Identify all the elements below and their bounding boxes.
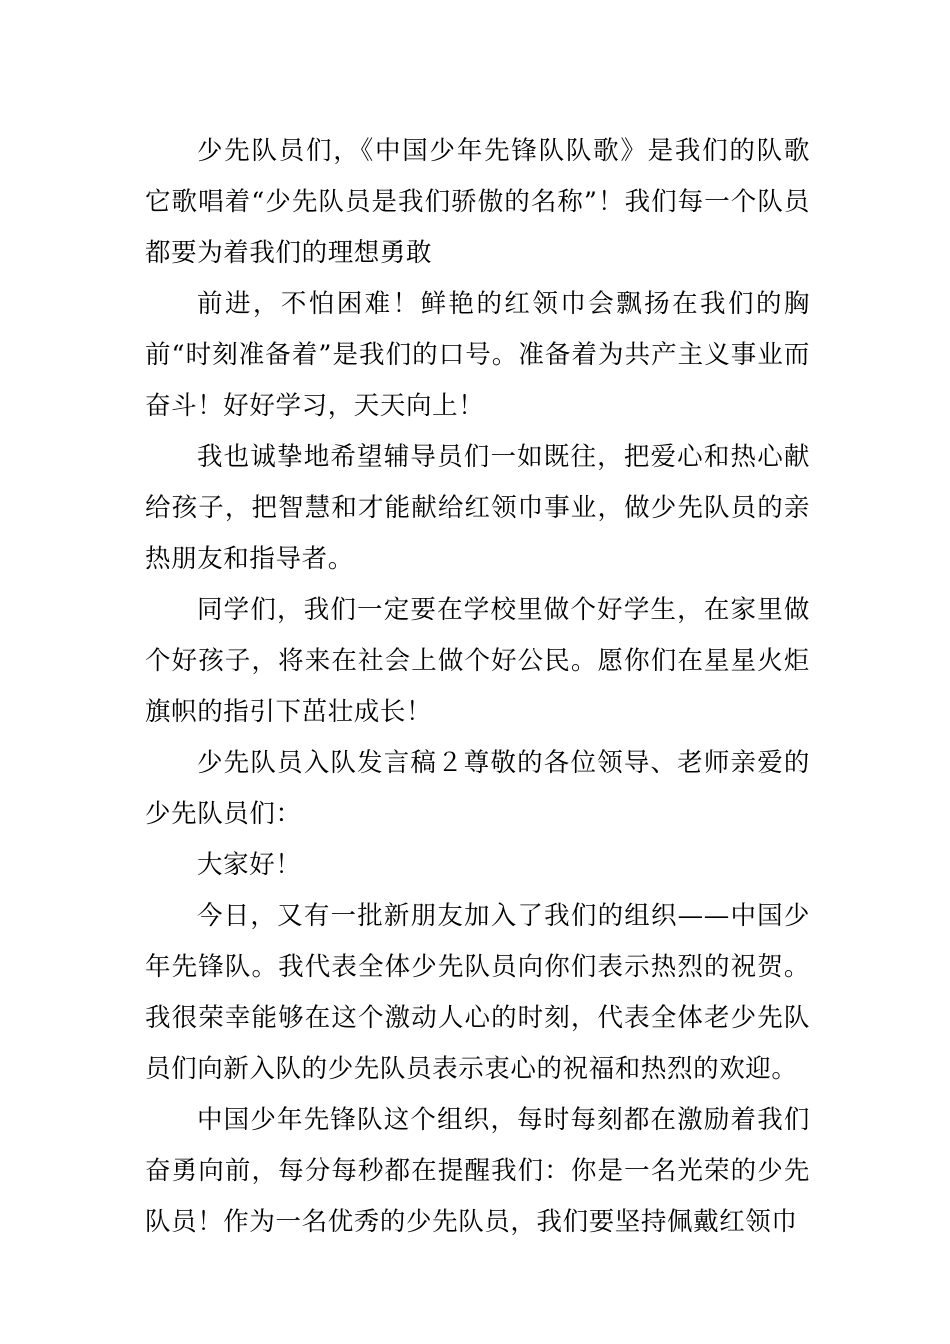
paragraph-2: 前进，不怕困难！鲜艳的红领巾会飘扬在我们的胸前“时刻准备着”是我们的口号。准备着为共产主义事业而奋斗！好好学习，天天向上！ [145,289,810,421]
paragraph-7: 今日，又有一批新朋友加入了我们的组织——中国少年先锋队。我代表全体少先队员向你们表示热烈的祝贺。我很荣幸能够在这个激动人心的时刻，代表全体老少先队员们向新入队的少先队员表示衷心的祝福和热烈的欢迎。 [145,901,810,1084]
paragraph-6: 大家好！ [197,850,302,880]
paragraph-8: 中国少年先锋队这个组织，每时每刻都在激励着我们奋勇向前，每分每秒都在提醒我们：你是一名光荣的少先队员！作为一名优秀的少先队员，我们要坚持佩戴红领巾 [145,1105,810,1237]
paragraph-4: 同学们，我们一定要在学校里做个好学生，在家里做个好孩子，将来在社会上做个好公民。愿你们在星星火炬旗帜的指引下茁壮成长！ [145,595,810,727]
paragraph-1: 少先队员们，《中国少年先锋队队歌》是我们的队歌它歌唱着“少先队员是我们骄傲的名称”！我们每一个队员都要为着我们的理想勇敢 [145,136,810,268]
document-body [145,126,810,1248]
paragraph-5: 少先队员入队发言稿２尊敬的各位领导、老师亲爱的少先队员们： [145,748,810,829]
paragraph-3: 我也诚挚地希望辅导员们一如既往，把爱心和热心献给孩子，把智慧和才能献给红领巾事业，做少先队员的亲热朋友和指导者。 [145,442,810,574]
